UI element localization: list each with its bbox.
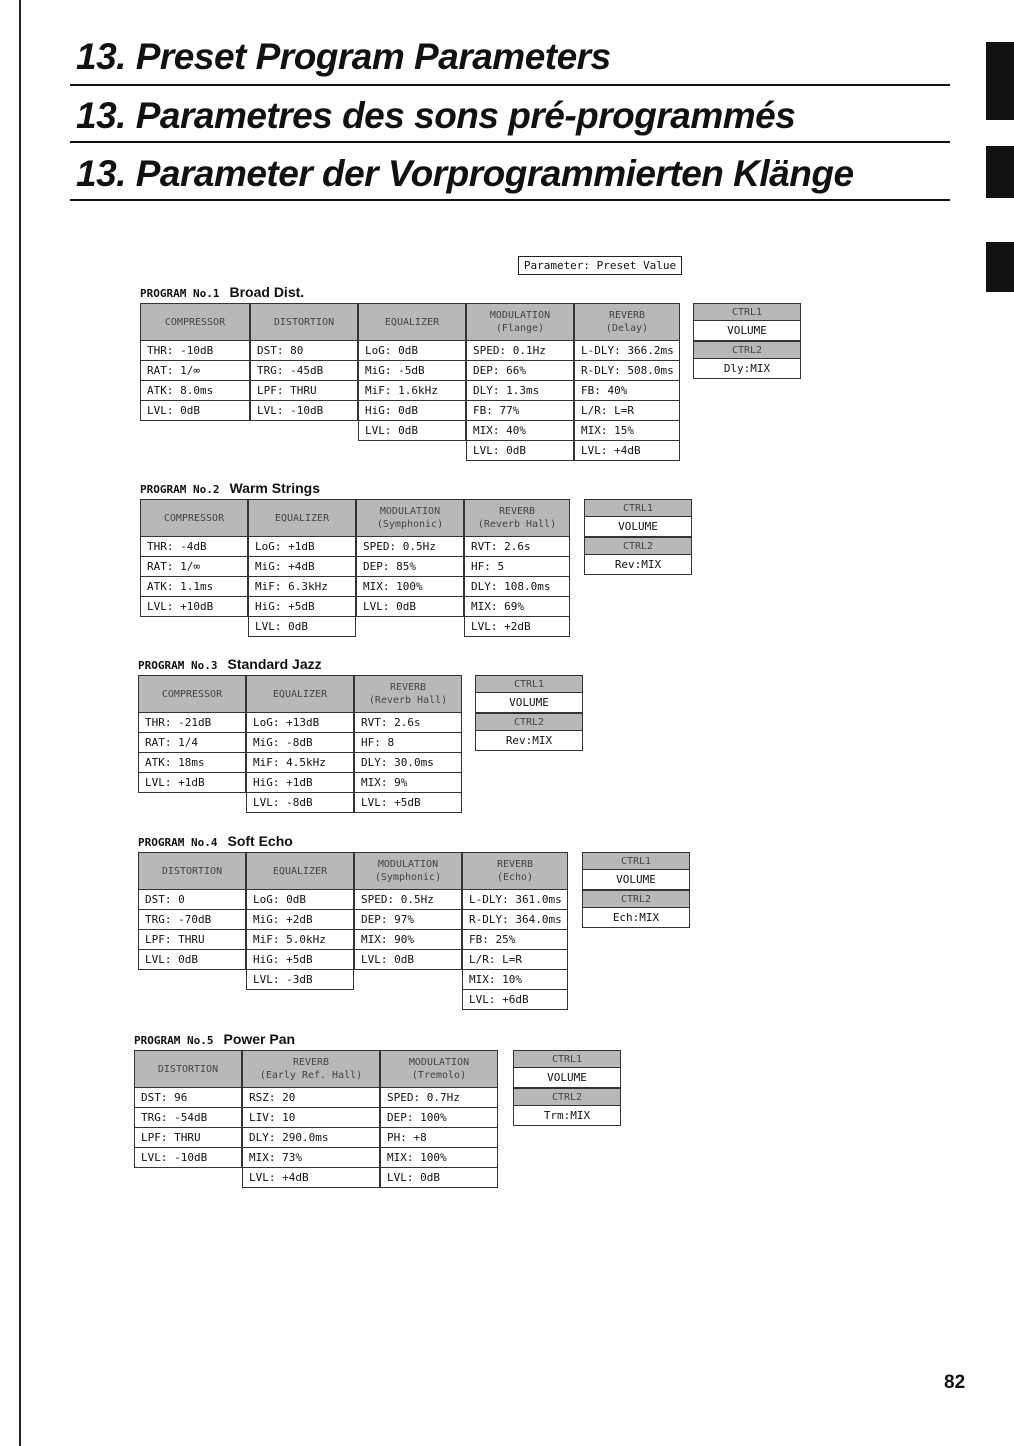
title-rule — [70, 84, 950, 86]
page-binding-edge — [19, 0, 21, 1446]
program-number: PROGRAM No.3 — [138, 659, 218, 672]
effect-name: REVERB — [608, 310, 646, 321]
effect-header — [466, 303, 574, 341]
effect-name: REVERB — [496, 859, 534, 870]
parameter-value: MIX: 100% — [356, 577, 464, 597]
ctrl2-value: Trm:MIX — [513, 1106, 621, 1126]
parameter-value: THR: -10dB — [140, 341, 250, 361]
parameter-value: THR: -4dB — [140, 537, 248, 557]
effect-header — [246, 675, 354, 713]
effect-name: COMPRESSOR — [164, 316, 226, 328]
effect-name: EQUALIZER — [384, 316, 440, 328]
title-english: 13. Preset Program Parameters — [76, 36, 611, 77]
parameter-value: LVL: +6dB — [462, 990, 568, 1010]
effect-name: REVERB — [498, 506, 536, 517]
parameter-value: HiG: +5dB — [246, 950, 354, 970]
effect-header — [354, 675, 462, 713]
effect-block — [380, 1050, 498, 1188]
parameter-value: HiG: 0dB — [358, 401, 466, 421]
effect-type: (Symphonic) — [374, 872, 442, 883]
effect-name: COMPRESSOR — [163, 512, 225, 524]
effect-block — [248, 499, 356, 637]
section-tab-marker — [986, 146, 1014, 198]
effect-block — [358, 303, 466, 441]
ctrl-assign-box — [584, 499, 692, 575]
parameter-value: TRG: -54dB — [134, 1108, 242, 1128]
parameter-value: LVL: 0dB — [356, 597, 464, 617]
effect-type: (Reverb Hall) — [368, 695, 448, 706]
effect-header — [248, 499, 356, 537]
parameter-value: LVL: 0dB — [138, 950, 246, 970]
parameter-value: ATK: 8.0ms — [140, 381, 250, 401]
parameter-value: R-DLY: 508.0ms — [574, 361, 680, 381]
parameter-value: THR: -21dB — [138, 713, 246, 733]
parameter-value: MiF: 6.3kHz — [248, 577, 356, 597]
title-rule — [70, 141, 950, 143]
effect-name: EQUALIZER — [272, 688, 328, 700]
parameter-value: LVL: -10dB — [250, 401, 358, 421]
parameter-value: L-DLY: 366.2ms — [574, 341, 680, 361]
effect-header — [140, 303, 250, 341]
parameter-value: MiG: +4dB — [248, 557, 356, 577]
ctrl1-value: VOLUME — [584, 517, 692, 537]
effect-block — [462, 852, 568, 1010]
program-label — [138, 656, 322, 674]
effect-name: DISTORTION — [157, 1063, 219, 1075]
parameter-value: DEP: 66% — [466, 361, 574, 381]
parameter-value: RAT: 1/∞ — [140, 557, 248, 577]
parameter-value: MIX: 90% — [354, 930, 462, 950]
effect-name: MODULATION — [379, 506, 441, 517]
ctrl1-value: VOLUME — [513, 1068, 621, 1088]
effect-block — [464, 499, 570, 637]
parameter-value: RAT: 1/∞ — [140, 361, 250, 381]
program-label — [140, 480, 320, 498]
effect-block — [242, 1050, 380, 1188]
parameter-legend: Parameter: Preset Value — [518, 256, 682, 275]
title-rule — [70, 199, 950, 201]
effect-block — [140, 303, 250, 421]
ctrl2-value: Rev:MIX — [475, 731, 583, 751]
ctrl2-header: CTRL2 — [584, 537, 692, 555]
parameter-value: LVL: +2dB — [464, 617, 570, 637]
parameter-value: MIX: 10% — [462, 970, 568, 990]
parameter-value: MiF: 4.5kHz — [246, 753, 354, 773]
effect-header — [138, 852, 246, 890]
parameter-value: DST: 0 — [138, 890, 246, 910]
ctrl2-header: CTRL2 — [693, 341, 801, 359]
parameter-value: HiG: +1dB — [246, 773, 354, 793]
ctrl-assign-box — [513, 1050, 621, 1126]
parameter-value: DLY: 290.0ms — [242, 1128, 380, 1148]
parameter-value: DLY: 1.3ms — [466, 381, 574, 401]
effect-header — [464, 499, 570, 537]
program-name: Power Pan — [223, 1031, 296, 1047]
parameter-value: MIX: 9% — [354, 773, 462, 793]
effect-block — [356, 499, 464, 617]
effect-block — [466, 303, 574, 461]
ctrl2-header: CTRL2 — [475, 713, 583, 731]
parameter-value: MiG: -8dB — [246, 733, 354, 753]
parameter-value: L-DLY: 361.0ms — [462, 890, 568, 910]
ctrl2-value: Ech:MIX — [582, 908, 690, 928]
parameter-value: DEP: 100% — [380, 1108, 498, 1128]
parameter-value: LPF: THRU — [134, 1128, 242, 1148]
parameter-value: LoG: 0dB — [358, 341, 466, 361]
effect-name: REVERB — [292, 1057, 330, 1068]
parameter-value: SPED: 0.1Hz — [466, 341, 574, 361]
effect-name: MODULATION — [377, 859, 439, 870]
effect-header — [246, 852, 354, 890]
parameter-value: SPED: 0.5Hz — [354, 890, 462, 910]
section-tab-marker — [986, 42, 1014, 120]
page-number: 82 — [944, 1372, 966, 1393]
parameter-value: TRG: -70dB — [138, 910, 246, 930]
parameter-value: L/R: L=R — [462, 950, 568, 970]
ctrl2-value: Dly:MIX — [693, 359, 801, 379]
parameter-value: MiF: 1.6kHz — [358, 381, 466, 401]
ctrl1-header: CTRL1 — [513, 1050, 621, 1068]
ctrl1-header: CTRL1 — [582, 852, 690, 870]
program-label — [134, 1031, 295, 1049]
parameter-value: DLY: 30.0ms — [354, 753, 462, 773]
effect-type: (Flange) — [495, 323, 545, 334]
parameter-value: LVL: +4dB — [242, 1168, 380, 1188]
section-tab-marker — [986, 242, 1014, 292]
parameter-value: DST: 96 — [134, 1088, 242, 1108]
parameter-value: HF: 5 — [464, 557, 570, 577]
parameter-value: DEP: 97% — [354, 910, 462, 930]
effect-header — [242, 1050, 380, 1088]
effect-header — [138, 675, 246, 713]
parameter-value: LPF: THRU — [250, 381, 358, 401]
program-number: PROGRAM No.4 — [138, 836, 218, 849]
parameter-value: MIX: 15% — [574, 421, 680, 441]
parameter-value: L/R: L=R — [574, 401, 680, 421]
effect-name: COMPRESSOR — [161, 688, 223, 700]
parameter-value: LVL: 0dB — [354, 950, 462, 970]
parameter-value: MiG: -5dB — [358, 361, 466, 381]
effect-header — [358, 303, 466, 341]
effect-type: (Early Ref. Hall) — [259, 1070, 363, 1081]
parameter-value: LPF: THRU — [138, 930, 246, 950]
effect-block — [246, 852, 354, 990]
effect-name: DISTORTION — [161, 865, 223, 877]
effect-block — [134, 1050, 242, 1168]
parameter-value: LoG: +1dB — [248, 537, 356, 557]
parameter-value: LVL: +10dB — [140, 597, 248, 617]
parameter-value: MIX: 100% — [380, 1148, 498, 1168]
ctrl1-header: CTRL1 — [584, 499, 692, 517]
parameter-value: MIX: 40% — [466, 421, 574, 441]
parameter-value: FB: 25% — [462, 930, 568, 950]
program-name: Soft Echo — [227, 833, 293, 849]
effect-type: (Reverb Hall) — [477, 519, 557, 530]
effect-name: MODULATION — [408, 1057, 470, 1068]
parameter-value: LVL: +4dB — [574, 441, 680, 461]
parameter-value: FB: 77% — [466, 401, 574, 421]
parameter-value: LVL: -3dB — [246, 970, 354, 990]
parameter-value: ATK: 1.1ms — [140, 577, 248, 597]
effect-name: EQUALIZER — [274, 512, 330, 524]
parameter-value: LVL: 0dB — [358, 421, 466, 441]
program-label — [140, 284, 304, 302]
parameter-value: SPED: 0.7Hz — [380, 1088, 498, 1108]
ctrl1-value: VOLUME — [693, 321, 801, 341]
effect-block — [138, 675, 246, 793]
effect-name: DISTORTION — [273, 316, 335, 328]
effect-type: (Delay) — [605, 323, 649, 334]
parameter-value: R-DLY: 364.0ms — [462, 910, 568, 930]
parameter-value: LVL: -8dB — [246, 793, 354, 813]
parameter-value: HF: 8 — [354, 733, 462, 753]
effect-block — [354, 852, 462, 970]
parameter-value: LVL: +5dB — [354, 793, 462, 813]
parameter-value: MIX: 69% — [464, 597, 570, 617]
effect-name: MODULATION — [489, 310, 551, 321]
parameter-value: MiG: +2dB — [246, 910, 354, 930]
parameter-value: TRG: -45dB — [250, 361, 358, 381]
effect-header — [140, 499, 248, 537]
ctrl2-header: CTRL2 — [513, 1088, 621, 1106]
program-number: PROGRAM No.2 — [140, 483, 220, 496]
parameter-value: RVT: 2.6s — [354, 713, 462, 733]
effect-type: (Echo) — [496, 872, 534, 883]
effect-type: (Symphonic) — [376, 519, 444, 530]
effect-block — [574, 303, 680, 461]
parameter-value: LoG: 0dB — [246, 890, 354, 910]
effect-header — [250, 303, 358, 341]
program-name: Warm Strings — [229, 480, 320, 496]
parameter-value: RSZ: 20 — [242, 1088, 380, 1108]
program-name: Standard Jazz — [227, 656, 322, 672]
parameter-value: ATK: 18ms — [138, 753, 246, 773]
parameter-value: PH: +8 — [380, 1128, 498, 1148]
parameter-value: LIV: 10 — [242, 1108, 380, 1128]
effect-header — [354, 852, 462, 890]
program-number: PROGRAM No.1 — [140, 287, 220, 300]
parameter-value: DLY: 108.0ms — [464, 577, 570, 597]
title-german: 13. Parameter der Vorprogrammierten Klänge — [76, 153, 854, 194]
effect-header — [574, 303, 680, 341]
parameter-value: LVL: 0dB — [466, 441, 574, 461]
program-number: PROGRAM No.5 — [134, 1034, 214, 1047]
parameter-value: LVL: -10dB — [134, 1148, 242, 1168]
effect-type: (Tremolo) — [411, 1070, 467, 1081]
effect-block — [250, 303, 358, 421]
ctrl-assign-box — [475, 675, 583, 751]
parameter-value: RAT: 1/4 — [138, 733, 246, 753]
ctrl-assign-box — [693, 303, 801, 379]
parameter-value: MiF: 5.0kHz — [246, 930, 354, 950]
ctrl2-value: Rev:MIX — [584, 555, 692, 575]
effect-block — [246, 675, 354, 813]
parameter-value: LVL: 0dB — [380, 1168, 498, 1188]
parameter-value: SPED: 0.5Hz — [356, 537, 464, 557]
parameter-value: LVL: +1dB — [138, 773, 246, 793]
effect-block — [354, 675, 462, 813]
effect-header — [462, 852, 568, 890]
ctrl1-header: CTRL1 — [693, 303, 801, 321]
parameter-value: HiG: +5dB — [248, 597, 356, 617]
parameter-value: FB: 40% — [574, 381, 680, 401]
effect-name: REVERB — [389, 682, 427, 693]
program-label — [138, 833, 293, 851]
effect-header — [356, 499, 464, 537]
effect-header — [380, 1050, 498, 1088]
ctrl2-header: CTRL2 — [582, 890, 690, 908]
program-name: Broad Dist. — [229, 284, 305, 300]
parameter-value: DST: 80 — [250, 341, 358, 361]
parameter-value: RVT: 2.6s — [464, 537, 570, 557]
ctrl-assign-box — [582, 852, 690, 928]
ctrl1-header: CTRL1 — [475, 675, 583, 693]
effect-name: EQUALIZER — [272, 865, 328, 877]
parameter-value: MIX: 73% — [242, 1148, 380, 1168]
parameter-value: LVL: 0dB — [248, 617, 356, 637]
ctrl1-value: VOLUME — [582, 870, 690, 890]
parameter-value: DEP: 85% — [356, 557, 464, 577]
parameter-value: LVL: 0dB — [140, 401, 250, 421]
effect-block — [138, 852, 246, 970]
effect-block — [140, 499, 248, 617]
ctrl1-value: VOLUME — [475, 693, 583, 713]
parameter-value: LoG: +13dB — [246, 713, 354, 733]
effect-header — [134, 1050, 242, 1088]
title-french: 13. Parametres des sons pré-programmés — [76, 95, 796, 136]
